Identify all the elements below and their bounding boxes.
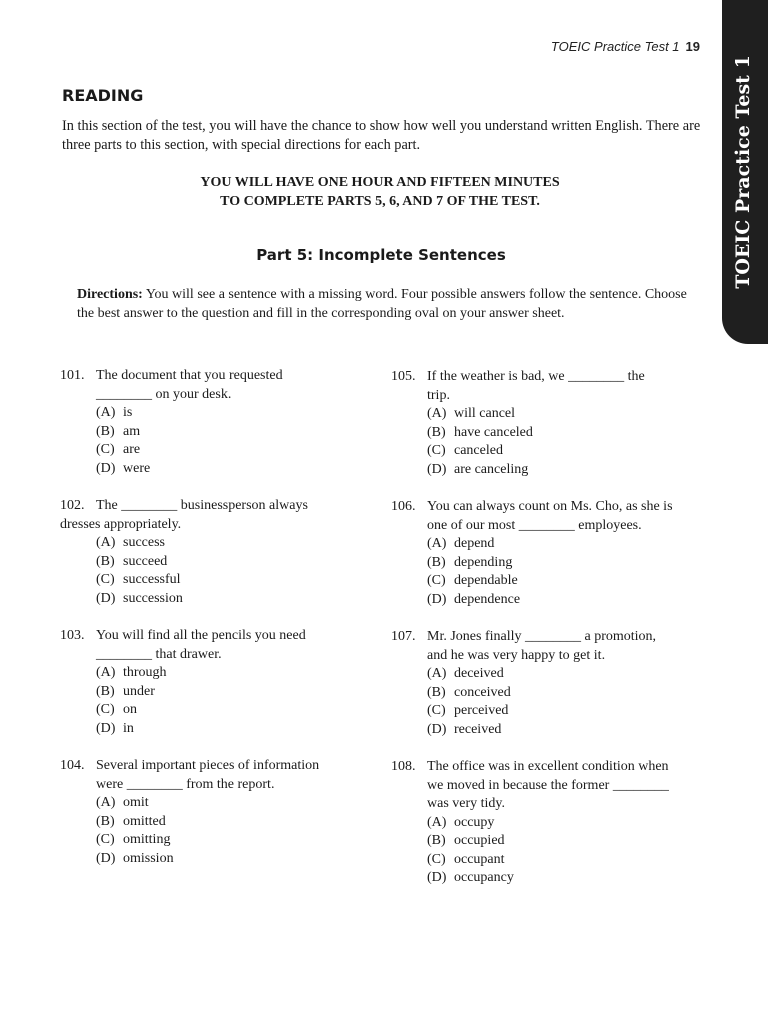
question-stem-line: The ________ businessperson always — [96, 498, 308, 513]
time-notice-line: TO COMPLETE PARTS 5, 6, AND 7 OF THE TEST. — [220, 194, 540, 209]
question-stem-line: trip. — [427, 387, 450, 403]
question-102 — [60, 497, 360, 608]
answer-option-c: (C) perceived — [427, 703, 509, 718]
answer-option-a: (A) deceived — [427, 666, 504, 681]
question-number: 107. — [391, 629, 416, 644]
part-title: Part 5: Incomplete Sentences — [256, 246, 506, 264]
running-title: TOEIC Practice Test 1 — [550, 39, 680, 54]
answer-option-a: (A) occupy — [427, 814, 495, 830]
answer-option-c: (C) are — [96, 442, 141, 457]
answer-option-c: (C) successful — [96, 572, 181, 587]
answer-option-b: (B) under — [96, 683, 155, 699]
directions-label: Directions: — [77, 287, 143, 302]
answer-option-b: (B) have canceled — [427, 424, 533, 440]
question-stem-line: one of our most ________ employees. — [427, 517, 642, 533]
question-stem-line: ________ on your desk. — [96, 386, 232, 402]
answer-option-d: (D) were — [96, 460, 151, 476]
question-number: 103. — [60, 628, 85, 643]
section-intro: In this section of the test, you will have the chance to show how well you understand written English. There are three parts to this section, with special directions for each part. — [62, 118, 701, 153]
answer-option-d: (D) in — [96, 720, 134, 736]
answer-option-d: (D) are canceling — [427, 461, 529, 477]
answer-option-b: (B) conceived — [427, 684, 511, 700]
side-tab-label: TOEIC Practice Test 1 — [732, 55, 754, 289]
answer-option-b: (B) occupied — [427, 833, 505, 848]
answer-option-d: (D) occupancy — [427, 870, 514, 885]
answer-option-d: (D) succession — [96, 590, 183, 606]
question-number: 102. — [60, 498, 85, 513]
question-101 — [60, 367, 360, 478]
answer-option-c: (C) occupant — [427, 851, 505, 867]
answer-option-d: (D) received — [427, 721, 502, 737]
question-stem-line: ________ that drawer. — [96, 646, 222, 662]
question-105 — [391, 368, 711, 479]
question-stem-line: You can always count on Ms. Cho, as she is — [427, 499, 673, 514]
answer-option-c: (C) on — [96, 702, 137, 717]
question-number: 105. — [391, 369, 416, 384]
answer-option-a: (A) will cancel — [427, 406, 516, 421]
answer-option-a: (A) omit — [96, 795, 149, 810]
time-notice-line: YOU WILL HAVE ONE HOUR AND FIFTEEN MINUTES — [200, 175, 560, 190]
answer-option-b: (B) depending — [427, 554, 513, 570]
question-stem-line: The document that you requested — [96, 368, 283, 383]
answer-option-d: (D) omission — [96, 850, 174, 866]
page-number: 19 — [685, 39, 700, 54]
question-stem-line: were ________ from the report. — [96, 776, 275, 792]
time-notice — [62, 173, 698, 211]
answer-option-b: (B) omitted — [96, 813, 166, 829]
answer-option-a: (A) success — [96, 535, 165, 550]
question-stem-line: was very tidy. — [427, 796, 506, 811]
question-107 — [391, 628, 711, 739]
answer-option-a: (A) is — [96, 405, 133, 420]
question-stem-line: we moved in because the former ________ — [427, 777, 669, 793]
question-number: 101. — [60, 368, 85, 383]
question-number: 106. — [391, 499, 416, 514]
answer-option-b: (B) succeed — [96, 553, 168, 569]
running-header — [551, 39, 700, 54]
question-106 — [391, 498, 711, 609]
question-104 — [60, 757, 360, 868]
question-stem-line: dresses appropriately. — [60, 516, 182, 532]
question-103 — [60, 627, 360, 738]
answer-option-c: (C) omitting — [96, 832, 171, 847]
question-108 — [391, 758, 711, 888]
answer-option-c: (C) canceled — [427, 443, 503, 458]
question-stem-line: and he was very happy to get it. — [427, 647, 606, 663]
directions-text: You will see a sentence with a missing word. Four possible answers follow the sentence. Choose the best answer to the question and fill in the corresponding oval on your answer sheet. — [77, 287, 687, 321]
section-title: READING — [62, 86, 144, 105]
question-stem-line: If the weather is bad, we ________ the — [427, 369, 645, 384]
question-number: 104. — [60, 758, 85, 773]
answer-option-c: (C) dependable — [427, 573, 518, 588]
question-stem-line: Several important pieces of information — [96, 758, 320, 773]
question-number: 108. — [391, 759, 416, 774]
question-stem-line: You will find all the pencils you need — [96, 628, 306, 643]
answer-option-d: (D) dependence — [427, 591, 521, 607]
answer-option-b: (B) am — [96, 423, 141, 439]
answer-option-a: (A) depend — [427, 536, 495, 551]
question-stem-line: The office was in excellent condition when — [427, 759, 669, 774]
directions — [77, 285, 697, 323]
answer-option-a: (A) through — [96, 665, 167, 680]
question-stem-line: Mr. Jones finally ________ a promotion, — [427, 629, 657, 644]
